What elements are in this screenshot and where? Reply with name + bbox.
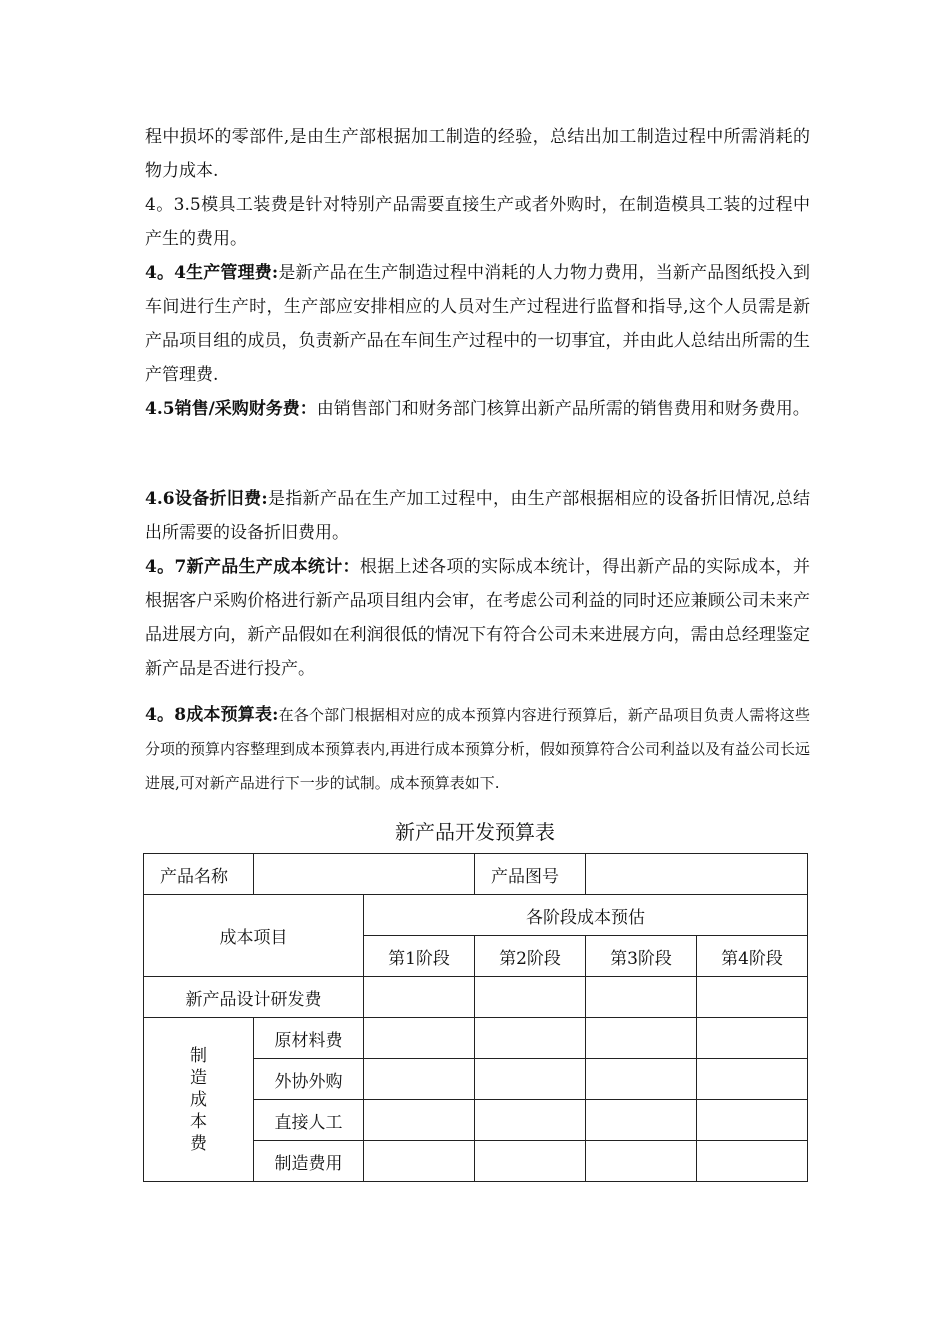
paragraph-3-heading: 4。4生产管理费: [145, 263, 279, 283]
paragraph-2 [145, 188, 810, 256]
manufacturing-expense-stage-4 [697, 1141, 808, 1182]
stage-4-header: 第4阶段 [697, 936, 808, 977]
stage-3-header: 第3阶段 [586, 936, 697, 977]
direct-labor-stage-4 [697, 1100, 808, 1141]
direct-labor-label: 直接人工 [254, 1100, 364, 1141]
cost-item-header: 成本项目 [144, 895, 364, 977]
stage-1-header: 第1阶段 [364, 936, 475, 977]
outsourcing-label: 外协外购 [254, 1059, 364, 1100]
stage-header: 各阶段成本预估 [364, 895, 808, 936]
design-fee-stage-3 [586, 977, 697, 1018]
manufacturing-group-text: 制造成本费 [190, 1045, 207, 1154]
paragraph-2-text: 4。3.5模具工装费是针对特别产品需要直接生产或者外购时，在制造模具工装的过程中产生的费用。 [145, 195, 810, 249]
table-title: 新产品开发预算表 [395, 820, 555, 844]
paragraph-5-heading: 4.6设备折旧费: [145, 489, 268, 509]
paragraph-7-text: 在各个部门根据相对应的成本预算内容进行预算后，新产品项目负责人需将这些分项的预算内容整理到成本预算表内,再进行成本预算分析，假如预算符合公司利益以及有益公司长远进展,可对新产品进行下一步的试制。成本预算表如下. [145, 706, 810, 792]
manufacturing-expense-stage-3 [586, 1141, 697, 1182]
paragraph-6 [145, 550, 810, 686]
paragraph-4-heading: 4.5销售/采购财务费： [145, 399, 317, 419]
manufacturing-group-label [144, 1018, 254, 1182]
table-row-design-fee [144, 977, 808, 1018]
paragraph-5-text: 是指新产品在生产加工过程中，由生产部根据相应的设备折旧情况,总结出所需要的设备折旧费用。 [145, 489, 811, 543]
table-row-product [144, 854, 808, 895]
product-no-label: 产品图号 [475, 854, 586, 895]
paragraph-1-text: 程中损坏的零部件,是由生产部根据加工制造的经验，总结出加工制造过程中所需消耗的物力成本. [145, 127, 810, 181]
paragraph-7 [145, 698, 810, 800]
outsourcing-stage-2 [475, 1059, 586, 1100]
raw-material-label: 原材料费 [254, 1018, 364, 1059]
raw-material-stage-2 [475, 1018, 586, 1059]
outsourcing-stage-4 [697, 1059, 808, 1100]
design-fee-label: 新产品设计研发费 [144, 977, 364, 1018]
product-no-value [586, 854, 808, 895]
raw-material-stage-4 [697, 1018, 808, 1059]
table-row-raw-material [144, 1018, 808, 1059]
raw-material-stage-3 [586, 1018, 697, 1059]
paragraph-6-text: 根据上述各项的实际成本统计，得出新产品的实际成本，并根据客户采购价格进行新产品项目组内会审，在考虑公司利益的同时还应兼顾公司未来产品进展方向，新产品假如在利润很低的情况下有符合公司未来进展方向，需由总经理鉴定新产品是否进行投产。 [145, 557, 810, 679]
outsourcing-stage-3 [586, 1059, 697, 1100]
direct-labor-stage-1 [364, 1100, 475, 1141]
stage-2-header: 第2阶段 [475, 936, 586, 977]
manufacturing-expense-label: 制造费用 [254, 1141, 364, 1182]
product-name-value [254, 854, 475, 895]
design-fee-stage-1 [364, 977, 475, 1018]
paragraph-5 [145, 482, 810, 550]
manufacturing-expense-stage-1 [364, 1141, 475, 1182]
outsourcing-stage-1 [364, 1059, 475, 1100]
raw-material-stage-1 [364, 1018, 475, 1059]
paragraph-7-heading: 4。8成本预算表: [145, 705, 279, 725]
paragraph-6-heading: 4。7新产品生产成本统计： [145, 557, 360, 577]
table-row-header-1 [144, 895, 808, 936]
direct-labor-stage-3 [586, 1100, 697, 1141]
paragraph-3-text: 是新产品在生产制造过程中消耗的人力物力费用，当新产品图纸投入到车间进行生产时，生产部应安排相应的人员对生产过程进行监督和指导,这个人员需是新产品项目组的成员，负责新产品在车间生产过程中的一切事宜，并由此人总结出所需的生产管理费. [145, 263, 811, 385]
design-fee-stage-2 [475, 977, 586, 1018]
paragraph-1 [145, 120, 810, 188]
direct-labor-stage-2 [475, 1100, 586, 1141]
manufacturing-expense-stage-2 [475, 1141, 586, 1182]
paragraph-3 [145, 256, 810, 392]
paragraph-4 [145, 392, 810, 426]
paragraph-4-text: 由销售部门和财务部门核算出新产品所需的销售费用和财务费用。 [316, 399, 810, 419]
product-name-label: 产品名称 [144, 854, 254, 895]
budget-table [143, 853, 808, 1182]
design-fee-stage-4 [697, 977, 808, 1018]
